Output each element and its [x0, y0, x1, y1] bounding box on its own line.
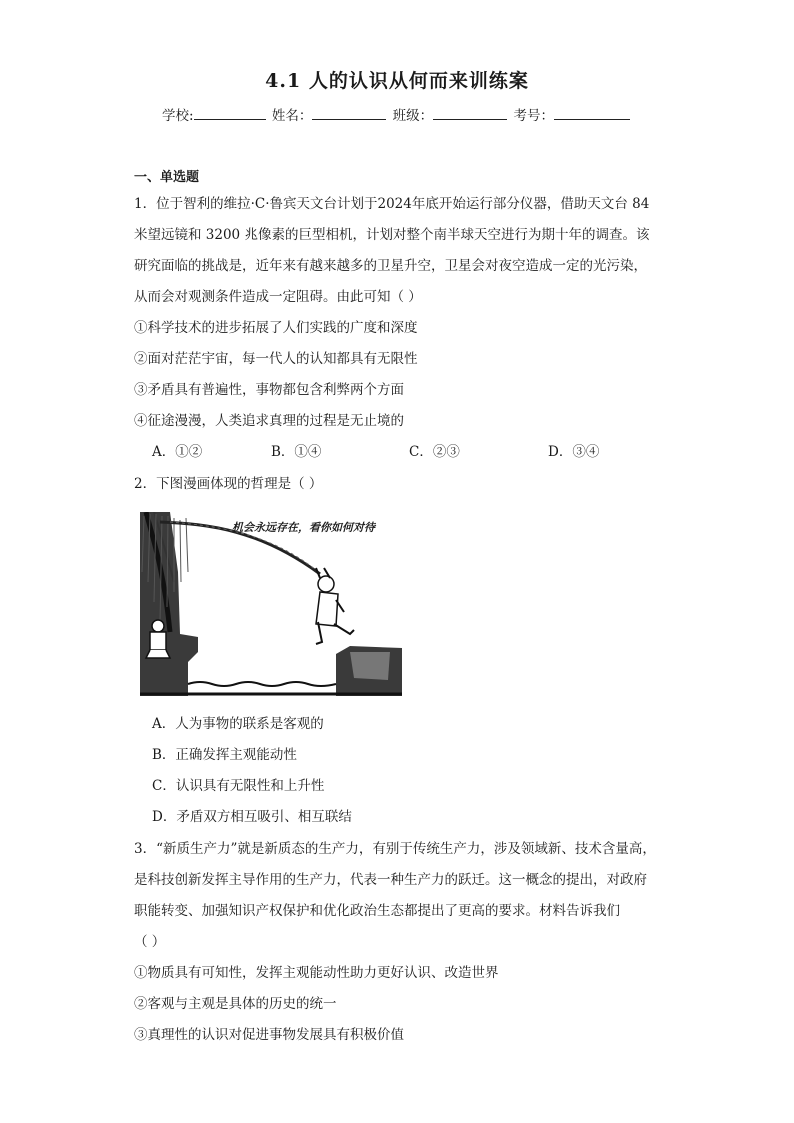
- q2-option-a[interactable]: A．人为事物的联系是客观的: [152, 716, 324, 732]
- cartoon-caption: 机会永远存在，看你如何对待: [232, 521, 375, 534]
- q3-statement: ①物质具有可知性，发挥主观能动性助力更好认识、改造世界: [134, 965, 499, 981]
- q1-statement: ③矛盾具有普遍性，事物都包含利弊两个方面: [134, 382, 404, 398]
- right-cliff-rocks: [350, 652, 390, 680]
- q1-stem-line: 从而会对观测条件造成一定阻碍。由此可知（ ）: [134, 289, 422, 305]
- q1-statement: ②面对茫茫宇宙，每一代人的认知都具有无限性: [134, 351, 418, 367]
- swinging-person: [316, 568, 354, 644]
- q2-stem: 2．下图漫画体现的哲理是（ ）: [134, 476, 323, 492]
- q1-option-c[interactable]: C．②③: [409, 444, 460, 460]
- student-info-row: [0, 104, 794, 124]
- school-label: 学校:: [162, 108, 194, 124]
- q1-statement: ①科学技术的进步拓展了人们实践的广度和深度: [134, 320, 418, 336]
- name-label: 姓名：: [271, 108, 313, 124]
- q1-stem-line: 米望远镜和 3200 兆像素的巨型相机，计划对整个南半球天空进行为期十年的调查。该: [134, 227, 650, 243]
- page-title: 4.1 人的认识从何而来训练案: [265, 70, 529, 92]
- q3-stem-line: 3．“新质生产力”就是新质态的生产力，有别于传统生产力，涉及领域新、技术含量高，: [134, 841, 656, 857]
- class-blank[interactable]: [433, 107, 507, 120]
- exam-no-label: 考号：: [513, 108, 554, 124]
- q2-option-c[interactable]: C．认识具有无限性和上升性: [152, 778, 325, 794]
- q1-statement: ④征途漫漫，人类追求真理的过程是无止境的: [134, 413, 404, 429]
- q3-statement: ②客观与主观是具体的历史的统一: [134, 996, 337, 1012]
- q1-option-d[interactable]: D．③④: [548, 444, 600, 460]
- water-waves: [188, 682, 336, 686]
- q1-stem-line: 1．位于智利的维拉·C·鲁宾天文台计划于2024年底开始运行部分仪器，借助天文台 84: [134, 196, 650, 212]
- q1-stem-line: 研究面临的挑战是，近年来有越来越多的卫星升空，卫星会对夜空造成一定的光污染，: [134, 258, 647, 274]
- class-label: 班级：: [392, 108, 434, 124]
- cartoon-figure: [140, 512, 402, 696]
- q1-option-b[interactable]: B．①④: [271, 444, 322, 460]
- q1-option-a[interactable]: A．①②: [152, 444, 203, 460]
- exam-no-blank[interactable]: [554, 107, 630, 120]
- q3-stem-line: （ ）: [134, 934, 166, 950]
- name-blank[interactable]: [312, 107, 386, 120]
- cartoon-illustration: [140, 512, 402, 696]
- section-title: 一、单选题: [134, 170, 200, 185]
- q2-option-d[interactable]: D．矛盾双方相互吸引、相互联结: [152, 809, 352, 825]
- q3-stem-line: 是科技创新发挥主导作用的生产力，代表一种生产力的跃迁。这一概念的提出，对政府: [134, 872, 647, 888]
- q3-stem-line: 职能转变、加强知识产权保护和优化政治生态都提出了更高的要求。材料告诉我们: [134, 903, 620, 919]
- q3-statement: ③真理性的认识对促进事物发展具有积极价值: [134, 1027, 404, 1043]
- q2-option-b[interactable]: B．正确发挥主观能动性: [152, 747, 297, 763]
- school-blank[interactable]: [194, 107, 266, 120]
